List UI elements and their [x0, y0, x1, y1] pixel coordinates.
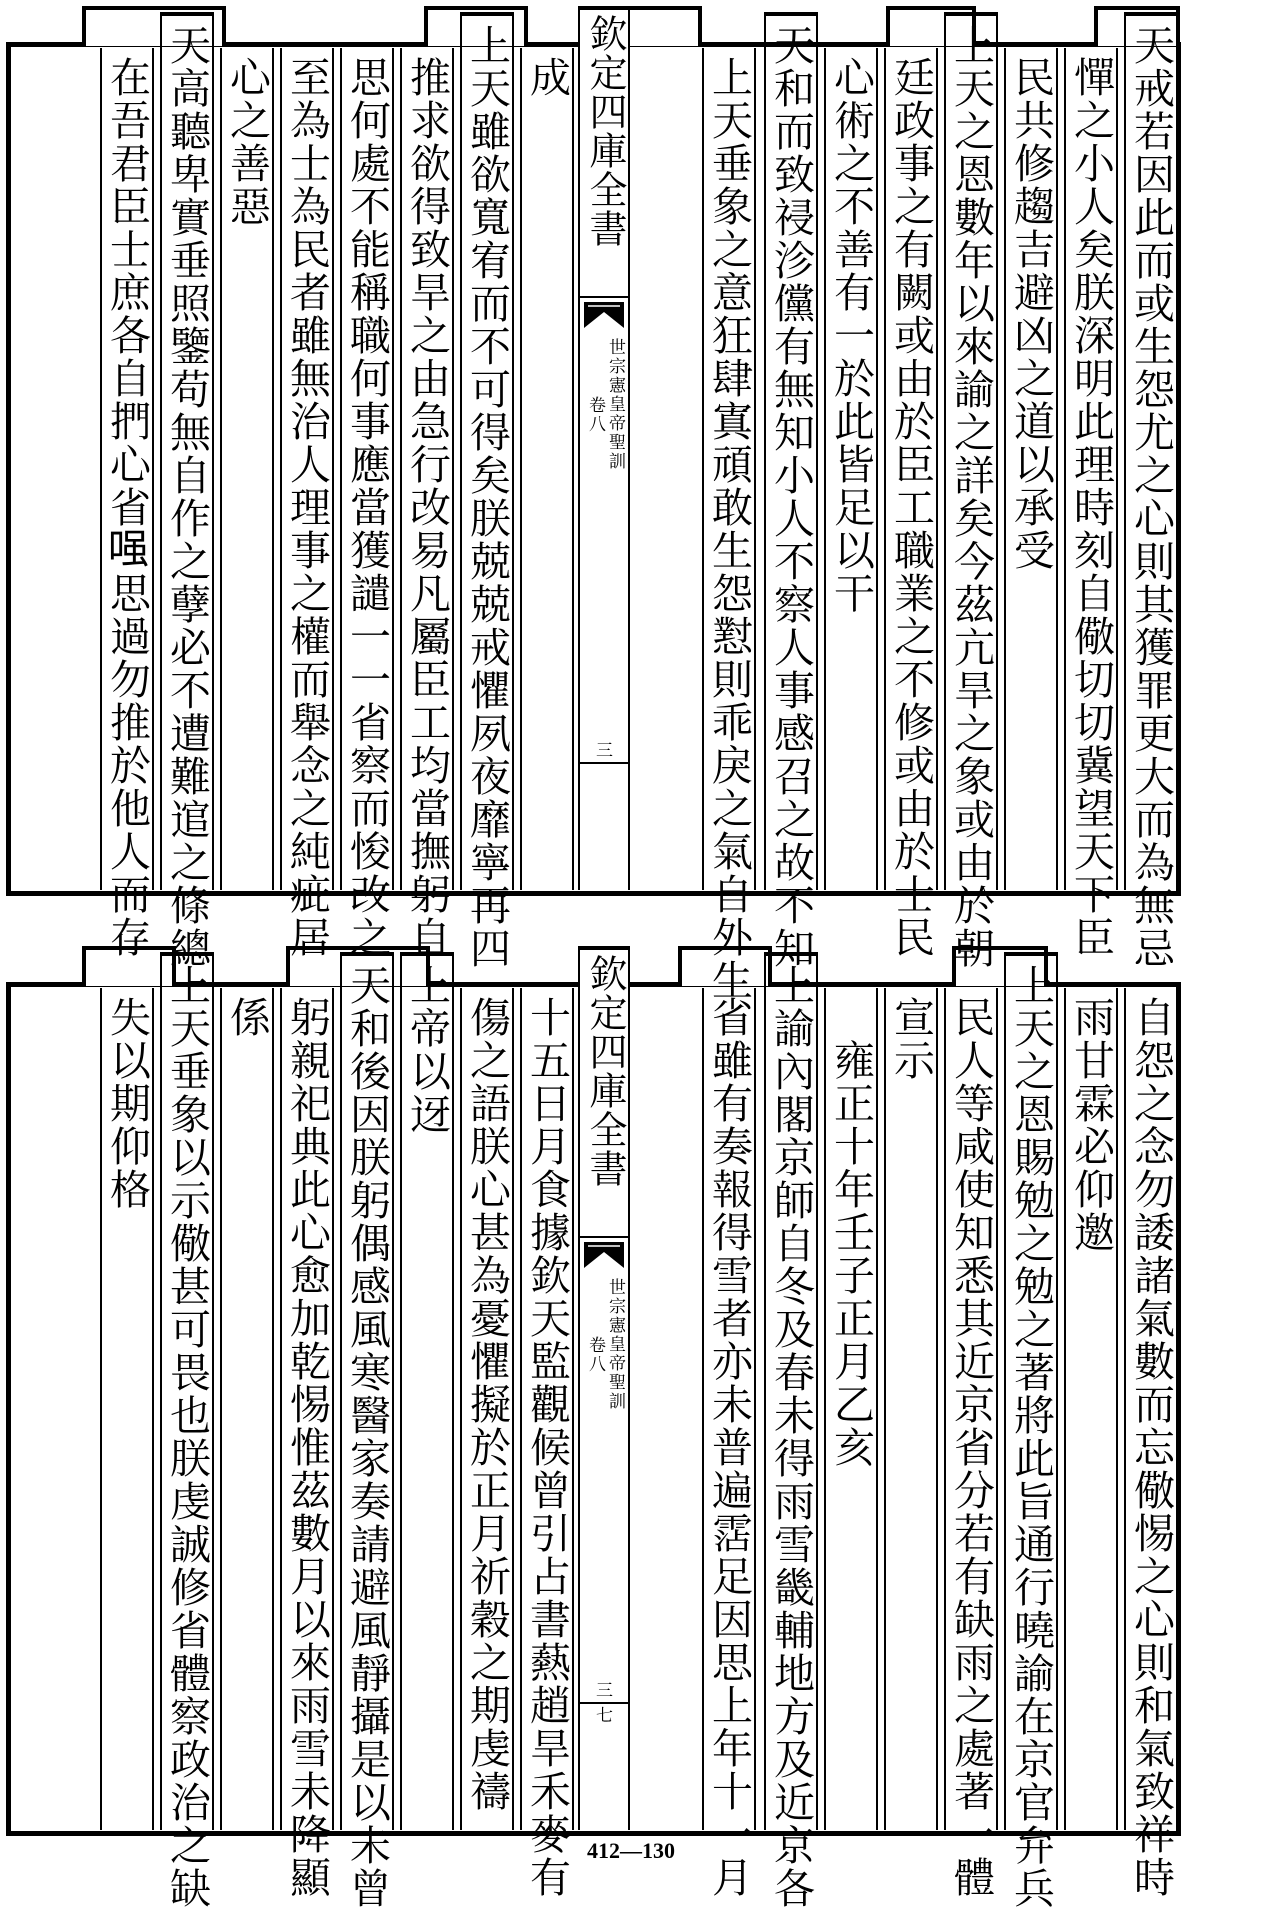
- column-text: 雍正十年壬子正月乙亥: [827, 996, 875, 1469]
- column-text: 上天垂象以示儆甚可畏也朕虔誠修省體察政治之缺: [163, 964, 211, 1910]
- text-column: [702, 988, 756, 1899]
- text-column: [400, 952, 454, 1830]
- text-column: [1124, 12, 1178, 970]
- leaf-number: 三七: [596, 1681, 613, 1726]
- fish-tail-ornament-icon: [584, 1242, 624, 1270]
- column-text: 上天之恩賜勉之勉之著將此旨通行曉諭在京官弁兵: [1007, 964, 1055, 1910]
- text-column: [764, 12, 818, 970]
- text-column: [1064, 48, 1118, 959]
- column-text: 憚之小人矣朕深明此理時刻自儆切切冀望天下臣: [1067, 56, 1115, 959]
- column-text: 省雖有奏報得雪者亦未普遍霑足因思上年十一月: [705, 996, 753, 1899]
- column-text: 至為士為民者雖無治人理事之權而舉念之純疵居: [283, 56, 331, 959]
- text-column: [460, 988, 514, 1830]
- column-text: 推求欲得致旱之由急行改易凡屬臣工均當撫躬自: [403, 56, 451, 959]
- text-column: [944, 12, 998, 970]
- spine-subtitle: 世宗憲皇帝聖訓: [605, 338, 625, 471]
- column-text: 思何處不能稱職何事應當獲譴一一省察而悛改之: [343, 56, 391, 959]
- column-text: 十五日月食據欽天監觀候曾引占書爇趙旱禾麥有: [523, 996, 571, 1899]
- text-column: [1064, 988, 1118, 1830]
- text-column: [160, 12, 214, 970]
- column-text: 上天垂象之意狂肆寘頑敢生怨懟則乖戾之氣自外生: [705, 56, 753, 1002]
- text-column: [400, 48, 454, 959]
- text-column: [944, 988, 998, 1899]
- text-column: [220, 988, 274, 1830]
- spine-volume: 卷八: [585, 396, 605, 434]
- spine-divider: [580, 1236, 628, 1238]
- spine-divider: [580, 296, 628, 298]
- text-column: [520, 988, 574, 1899]
- text-column: [1004, 48, 1058, 890]
- spine-column: [578, 946, 630, 1830]
- column-text: 天和後因朕躬偶感風寒醫家奏請避風靜攝是以未曾: [343, 964, 391, 1910]
- column-text: 上天雖欲寬宥而不可得矣朕兢兢戒懼夙夜靡寧再四: [463, 24, 511, 970]
- column-text: 成: [523, 56, 571, 99]
- column-text: 傷之語朕心甚為憂懼擬於正月祈穀之期虔禱: [463, 996, 511, 1813]
- column-text: 心之善惡: [223, 56, 271, 228]
- spine-column: [578, 6, 630, 890]
- spine-title: 欽定四庫全書: [583, 954, 627, 1188]
- column-text: 天高聽卑實垂照鑒苟無自作之孽必不遭難逭之條總: [163, 24, 211, 970]
- column-text: 係: [223, 996, 271, 1039]
- column-text: 天戒若因此而或生怨尤之心則其獲罪更大而為無忌: [1127, 24, 1175, 970]
- text-column: [1004, 952, 1058, 1910]
- text-column: [824, 988, 878, 1830]
- text-column: [340, 48, 394, 959]
- text-column: [520, 48, 574, 890]
- column-text: 失以期仰格: [103, 996, 151, 1211]
- text-column: [160, 952, 214, 1910]
- text-column: [340, 952, 394, 1910]
- column-text: 雨甘霖必仰邀: [1067, 996, 1115, 1254]
- column-text: 心術之不善有一於此皆足以干: [827, 56, 875, 615]
- text-column: [280, 988, 334, 1899]
- text-column: [702, 48, 756, 1002]
- text-column: [280, 48, 334, 959]
- text-column: [884, 48, 938, 959]
- text-column: [460, 12, 514, 970]
- spine-volume: 卷八: [585, 1336, 605, 1374]
- column-text: 上諭內閣京師自冬及春未得雨雪畿輔地方及近京各: [767, 964, 815, 1910]
- text-column: [100, 48, 154, 959]
- column-text: 天和而致祲沴儻有無知小人不察人事感召之故不知: [767, 24, 815, 970]
- column-text: 上天之恩數年以來諭之詳矣今茲亢旱之象或由於朝: [947, 24, 995, 970]
- spine-divider: [580, 762, 628, 764]
- column-text: 民人等咸使知悉其近京省分若有缺雨之處著一體: [947, 996, 995, 1899]
- column-text: 躬親祀典此心愈加乾惕惟茲數月以來雨雪未降顯: [283, 996, 331, 1899]
- leaf-number: 三: [596, 741, 613, 761]
- text-column: [884, 988, 938, 1830]
- column-text: 宣示: [887, 996, 935, 1082]
- column-text: 上帝以迓: [403, 964, 451, 1136]
- column-text: 自怨之念勿諉諸氣數而忘儆惕之心則和氣致祥時: [1127, 996, 1175, 1899]
- spine-subtitle: 世宗憲皇帝聖訓: [605, 1278, 625, 1411]
- text-column: [764, 952, 818, 1910]
- page-number-footer: 412—130: [587, 1838, 675, 1863]
- spine-title: 欽定四庫全書: [583, 14, 627, 248]
- text-column: [824, 48, 878, 890]
- column-text: 民共修趨吉避凶之道以承受: [1007, 56, 1055, 572]
- column-text: 廷政事之有闕或由於臣工職業之不修或由於士民: [887, 56, 935, 959]
- text-column: [220, 48, 274, 890]
- text-column: [100, 988, 154, 1830]
- fish-tail-ornament-icon: [584, 302, 624, 330]
- column-text: 在吾君臣士庶各自捫心省𠷣思過勿推於他人而存: [103, 56, 151, 959]
- text-column: [1124, 988, 1178, 1899]
